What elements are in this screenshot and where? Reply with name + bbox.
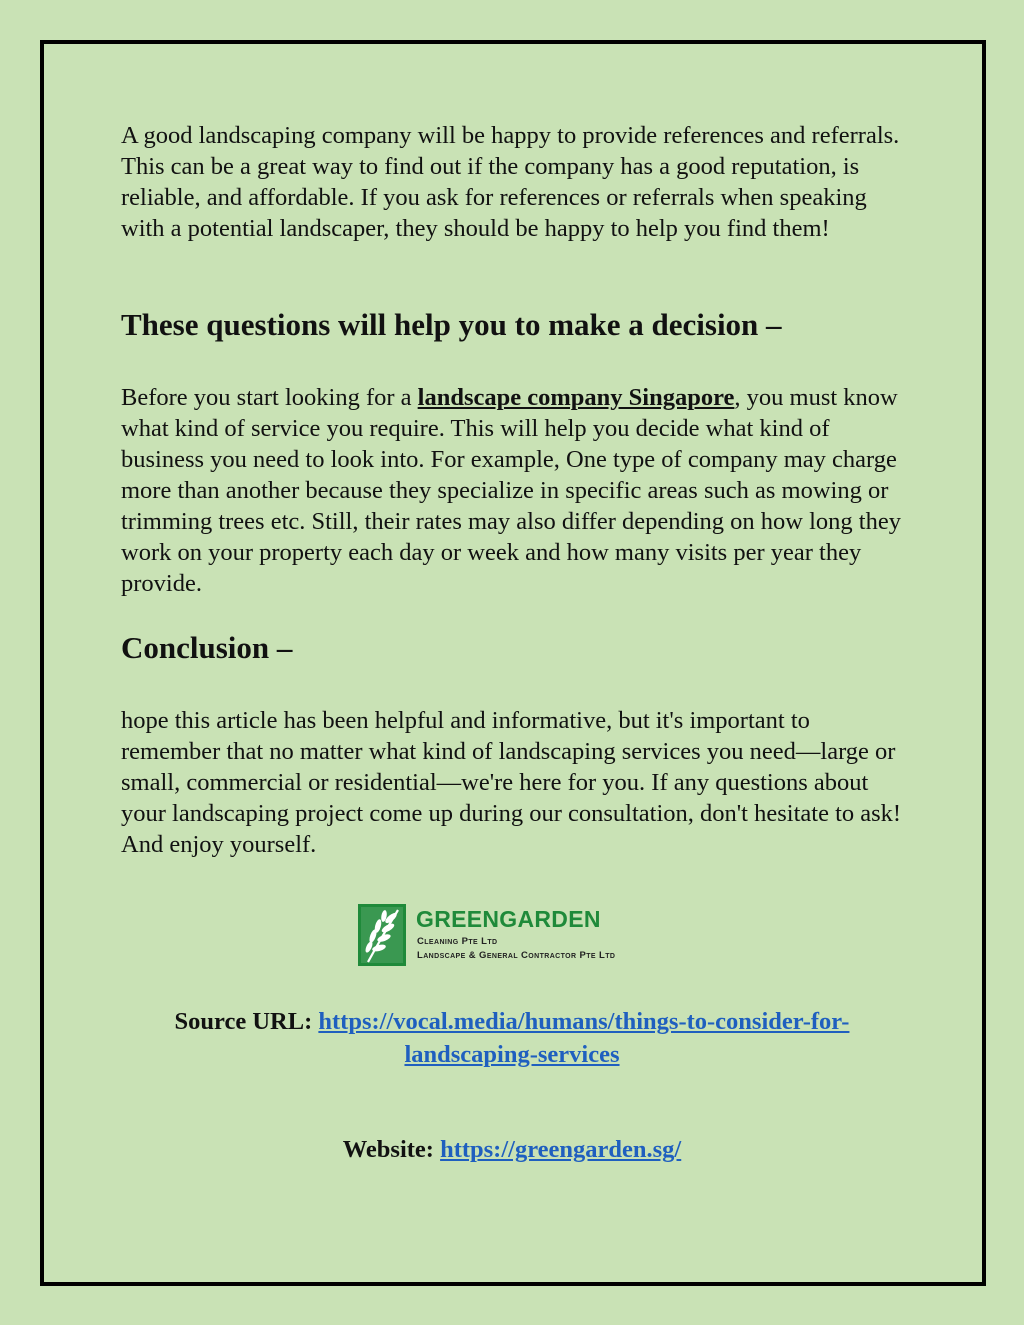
- paragraph-service-intro: Before you start looking for a: [121, 384, 418, 411]
- paragraph-service-rest: , you must know what kind of service you require. This will help you decide what kind of business you need to look into. For example, One type of company may charge more than another because they specialize in specific areas such as mowing or trimming trees etc. Still, their rates may also differ depending on how long they work on your property each day or week and how many visits per year they provide.: [121, 384, 901, 597]
- logo-subtitle-cleaning: Cleaning Pte Ltd: [417, 936, 498, 947]
- source-url-label: Source URL:: [174, 1008, 313, 1035]
- heading-questions: These questions will help you to make a decision –: [121, 307, 782, 342]
- paragraph-conclusion: hope this article has been helpful and informative, but it's important to remember that no matter what kind of landscaping services you need—large or small, commercial or residential—we're here for you. If any questions about your landscaping project come up during our consultation, don't hesitate to ask! And enjoy yourself.: [121, 707, 902, 858]
- source-url-link[interactable]: https://vocal.media/humans/things-to-consider-for-landscaping-services: [318, 1008, 850, 1068]
- paragraph-service: [121, 382, 911, 599]
- company-logo: [358, 904, 678, 968]
- website-link[interactable]: https://greengarden.sg/: [440, 1136, 682, 1163]
- landscape-company-link[interactable]: landscape company Singapore: [417, 384, 735, 411]
- source-url-line: [121, 1005, 903, 1071]
- website-label: Website:: [342, 1136, 434, 1163]
- logo-subtitle-landscape: Landscape & General Contractor Pte Ltd: [417, 950, 616, 961]
- logo-wordmark: GREENGARDEN: [416, 906, 601, 932]
- paragraph-references: A good landscaping company will be happy to provide references and referrals. This can be a great way to find out if the company has a good reputation, is reliable, and affordable. If you ask for references or referrals when speaking with a potential landscaper, they should be happy to help you find them!: [121, 122, 900, 242]
- website-line: [121, 1133, 903, 1166]
- heading-conclusion: Conclusion –: [121, 630, 293, 665]
- leaf-branch-icon: [358, 904, 406, 966]
